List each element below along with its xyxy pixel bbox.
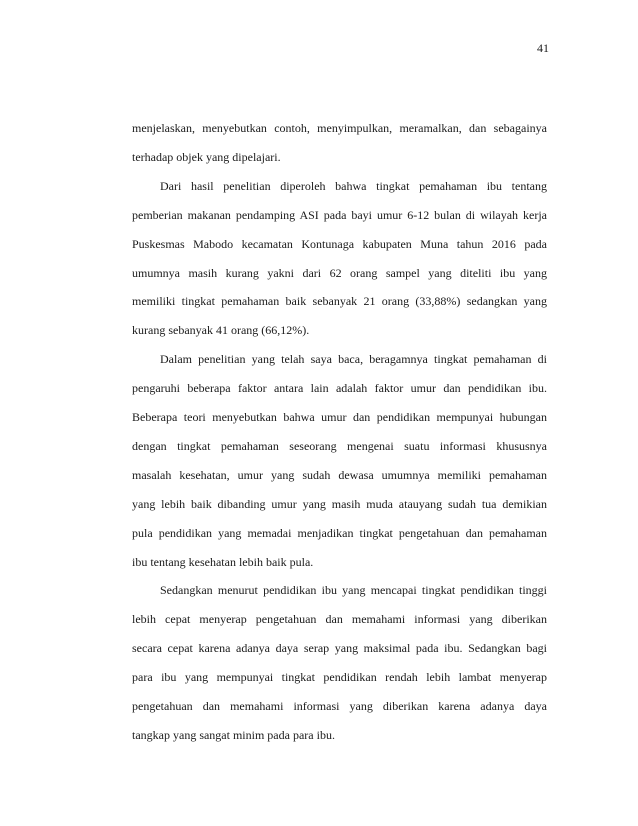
page-number: 41: [537, 41, 549, 55]
text-line: memiliki tingkat pemahaman baik sebanyak 21 orang (33,88%) sedangkan yang: [132, 294, 547, 309]
text-line: para ibu yang mempunyai tingkat pendidikan rendah lebih lambat menyerap: [132, 670, 547, 685]
text-line: secara cepat karena adanya daya serap yang maksimal pada ibu. Sedangkan bagi: [132, 641, 547, 656]
text-line: dengan tingkat pemahaman seseorang mengenai suatu informasi khususnya: [132, 438, 547, 453]
text-line: pengetahuan dan memahami informasi yang diberikan karena adanya daya: [132, 699, 547, 713]
text-line: lebih cepat menyerap pengetahuan dan memahami informasi yang diberikan: [132, 612, 547, 627]
text-line: Dalam penelitian yang telah saya baca, beragamnya tingkat pemahaman di: [160, 352, 547, 367]
text-line: Beberapa teori menyebutkan bahwa umur dan pendidikan mempunyai hubungan: [132, 410, 547, 424]
text-line: menjelaskan, menyebutkan contoh, menyimpulkan, meramalkan, dan sebagainya: [132, 121, 547, 135]
text-line: tangkap yang sangat minim pada para ibu.: [132, 727, 335, 742]
text-line: pengaruhi beberapa faktor antara lain adalah faktor umur dan pendidikan ibu.: [132, 381, 547, 396]
text-line: ibu tentang kesehatan lebih baik pula.: [132, 554, 314, 569]
text-line: Puskesmas Mabodo kecamatan Kontunaga kabupaten Muna tahun 2016 pada: [132, 236, 547, 251]
text-line: terhadap objek yang dipelajari.: [132, 149, 281, 164]
text-line: masalah kesehatan, umur yang sudah dewasa umumnya memiliki pemahaman: [132, 467, 547, 482]
text-line: umumnya masih kurang yakni dari 62 orang sampel yang diteliti ibu yang: [132, 265, 547, 280]
text-line: kurang sebanyak 41 orang (66,12%).: [132, 323, 310, 338]
text-line: pula pendidikan yang memadai menjadikan tingkat pengetahuan dan pemahaman: [132, 525, 547, 540]
text-line: yang lebih baik dibanding umur yang masih muda atauyang sudah tua demikian: [132, 496, 547, 511]
text-line: Sedangkan menurut pendidikan ibu yang mencapai tingkat pendidikan tinggi: [160, 583, 547, 598]
text-line: pemberian makanan pendamping ASI pada bayi umur 6-12 bulan di wilayah kerja: [132, 207, 547, 222]
text-line: Dari hasil penelitian diperoleh bahwa tingkat pemahaman ibu tentang: [160, 178, 547, 193]
